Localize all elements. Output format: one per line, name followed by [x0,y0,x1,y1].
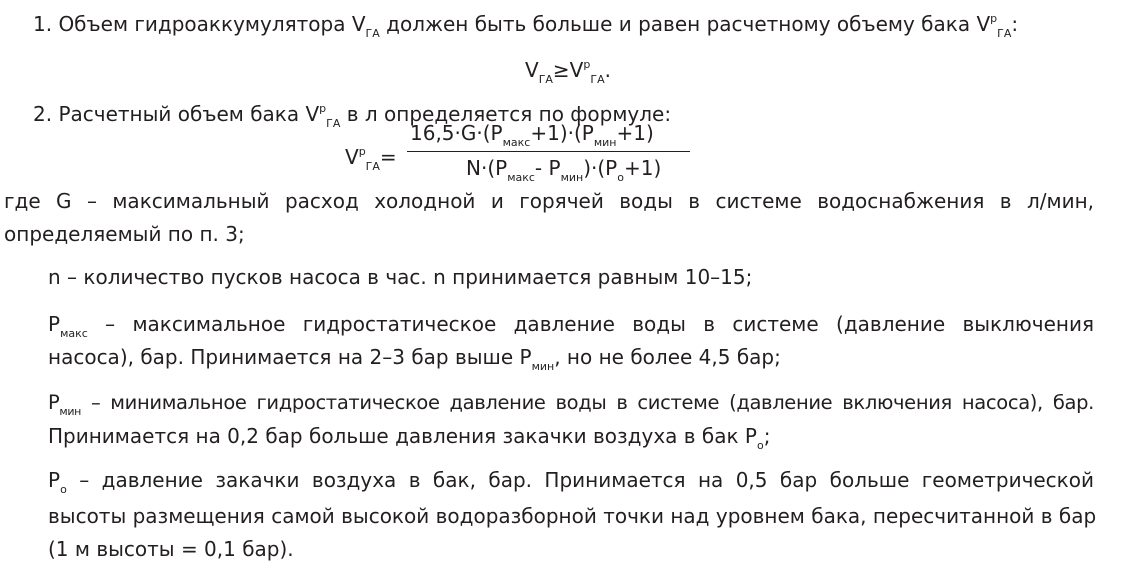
formula-denominator: $N\cdot(P_{макс}-$ $P_{мин})\cdot(P_о+1)$ [466,156,662,184]
def-pmin-line2: Принимается на 0,2 бар больше давления закачки воздуха в бак $P_о$; [48,424,771,452]
fraction-bar [407,151,690,152]
formula-lhs: $V^р_{ГА}=$ [345,145,397,173]
def-po-line1: $P_о$ – давление закачки воздуха в бак, бар. Принимается на 0,5 бар больше геометрической [48,468,1094,496]
def-g-line2: определяемый по п. 3; [4,222,245,246]
def-po-line3: (1 м высоты = 0,1 бар). [48,537,294,561]
inequality: $V_{ГА}\ge V^р_{ГА}$. [525,58,611,86]
def-n: n – количество пусков насоса в час. n принимается равным 10–15; [48,265,753,289]
def-po-line2: высоты размещения самой высокой водоразборной точки над уровнем бака, пересчитанной в бар [48,504,1097,528]
formula-numerator: $16,5\cdot G\cdot(P_{макс}+1)\cdot(P_{мин}+1)$ [410,121,654,149]
def-pmax-line2: насоса), бар. Принимается на 2–3 бар выше $P_{мин}$, но не более 4,5 бар; [48,345,781,373]
def-g-line1: где G – максимальный расход холодной и горячей воды в системе водоснабжения в л/мин, [4,189,1094,213]
def-pmin-line1: $P_{мин}$ – минимальное гидростатическое давление воды в системе (давление включения насоса), бар. [48,391,1094,418]
paragraph-1: 1. Объем гидроаккумулятора $V_{ГА}$ должен быть больше и равен расчетному объему бака $V^р_{ГА}$: [33,12,1019,40]
paragraph-2: 2. Расчетный объем бака $V^р_{ГА}$ в л определяется по формуле: [33,102,672,130]
def-pmax-line1: $P_{макс}$ – максимальное гидростатическое давление воды в системе (давление выключения [48,312,1094,340]
